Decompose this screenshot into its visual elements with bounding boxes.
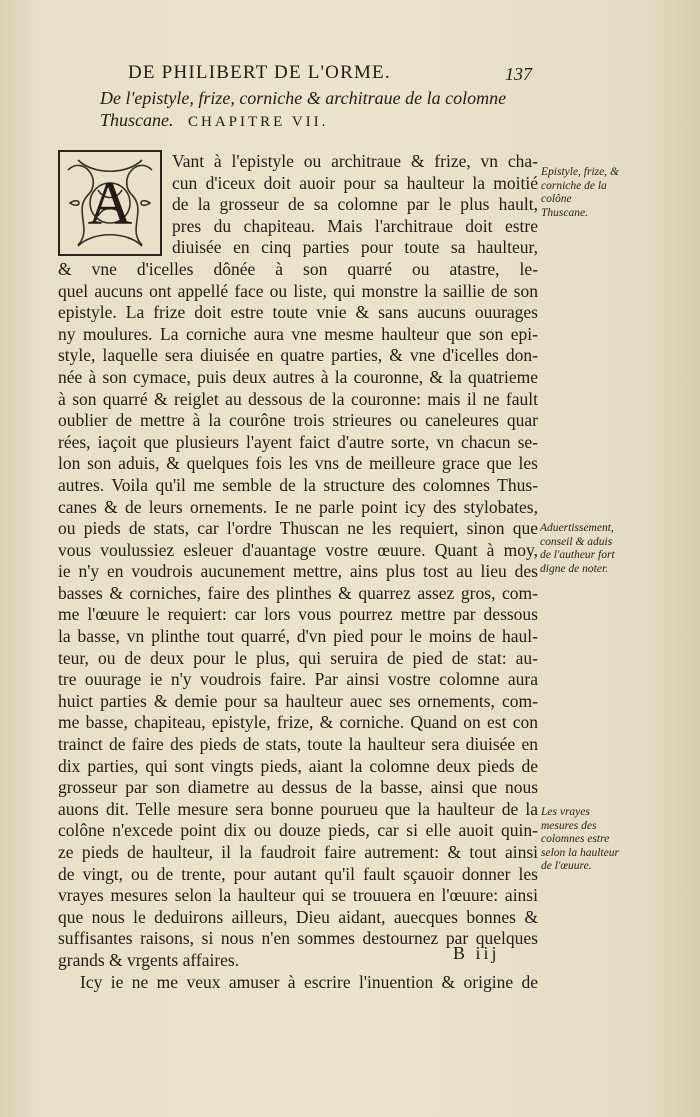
text-line: ze pieds de haulteur, il la faudroit faire autrement: & tout ainsi [58, 842, 538, 862]
text-line: Icy ie ne me veux amuser à escrire l'inuention & origine de [80, 971, 538, 992]
margin-note-1: Epistyle, frize, & corniche de la colône Thuscane. [541, 166, 619, 219]
text-line: diuisée en cinq parties pour toute sa haulteur, [172, 237, 538, 258]
text-line: basses & corniches, faire des plinthes & quarrez assez gros, com- [58, 582, 538, 603]
text-line: suffisantes raisons, si nous n'en sommes destournez par quelques [58, 928, 538, 949]
text-line: grands & vrgents affaires. [58, 949, 240, 970]
text-line: autres. Voila qu'il me semble de la structure des colomnes Thus- [58, 474, 538, 495]
page-number: 137 [505, 64, 532, 84]
text-line: que nous le deduirons ailleurs, Dieu aidant, auecques bonnes & [58, 906, 538, 927]
text-line: lon son aduis, & quelques fois les vns de meilleure grace que les [58, 453, 538, 474]
text-line: ou pieds de stats, car l'ordre Thuscan ne les requiert, sinon que [58, 518, 538, 539]
text-line: vous voulussiez esleuer d'auantage vostre œuure. Quant à moy, [58, 539, 538, 560]
text-line: tre ouurage ie n'y voudrois faire. Par ainsi vostre colomne aura [58, 669, 538, 690]
initial-letter: A [87, 170, 133, 238]
text-line: colône n'excede point dix ou douze pieds, car si elle auoit quin- [58, 820, 538, 841]
text-line: canes & de leurs ornements. Ie ne parle point icy des stylobates, [58, 496, 538, 517]
text-line: Vant à l'epistyle ou architraue & frize, vn cha- [172, 151, 538, 171]
text-line: style, laquelle sera diuisée en quatre parties, & vne d'icelles don- [58, 345, 538, 366]
text-line: née à son cymace, puis deux autres à la couronne, & la quatrieme [58, 366, 538, 387]
chapter-label: CHAPITRE VII. [188, 114, 329, 130]
text-line: rées, iaçoit que plusieurs l'ayent faict d'autre sorte, vn chacun se- [58, 431, 538, 452]
text-line: trainct de faire des pieds de stats, toute la haulteur sera diuisée en [58, 734, 538, 755]
signature-mark: B iij [453, 943, 500, 963]
text-line: de vingt, ou de trente, pour autant qu'il fault sçauoir donner les [58, 863, 538, 884]
text-line: me basse, chapiteau, epistyle, frize, & corniche. Quand on est con [58, 712, 538, 733]
margin-note-2: Aduertissement, conseil & aduis de l'autheur fort digne de noter. [540, 522, 615, 575]
text-line: cun d'iceux doit auoir pour sa haulteur la moitié [172, 172, 538, 193]
text-line: vrayes mesures selon la haulteur qui se trouuera en l'œuure: ainsi [58, 885, 538, 906]
text-line: à son quarré & reiglet au dessous de la couronne: mais il ne fault [58, 388, 538, 409]
text-line: ie n'y en voudrois aucunement mettre, ains plus tost au lieu des [58, 561, 538, 582]
text-line: la basse, vn plinthe tout quarré, d'vn pied pour le moins de haul- [58, 626, 538, 647]
text-line: oublier de mettre à la courône trois strieures ou caneleures quar [58, 410, 538, 431]
text-line: me l'œuure le requiert: car lors vous pourrez mettre par dessous [58, 604, 538, 625]
text-line: quel aucuns ont appellé face ou liste, qui monstre la saillie de son [58, 280, 538, 301]
running-head: DE PHILIBERT DE L'ORME. [128, 62, 391, 83]
chapter-title-subject: Thuscane. [100, 110, 174, 130]
text-line: pres du chapiteau. Mais l'architraue doit estre [172, 215, 538, 236]
margin-note-3: Les vrayes mesures des colomnes estre selon la haulteur de l'œuure. [541, 806, 619, 872]
text-line: dix parties, qui sont vingts pieds, aiant la colomne deux pieds de [58, 755, 538, 776]
chapter-title [100, 87, 540, 133]
text-line: huict parties & demie pour sa haulteur auec ses ornements, com- [58, 690, 538, 711]
body-text [58, 151, 538, 993]
chapter-title-line1: De l'epistyle, frize, corniche & architraue de la colomne [100, 88, 507, 108]
text-line: de la grosseur de sa colomne par le plus hault, [172, 194, 538, 215]
chapter-title-line2 [100, 109, 540, 133]
text-line: auons dit. Telle mesure sera bonne pourueu que la haulteur de la [58, 798, 538, 819]
text-line: epistyle. La frize doit estre toute vnie & sans aucuns ouurages [58, 302, 538, 323]
text-line: teur, ou de deux pour le plus, qui seruira de pied de stat: au- [58, 647, 538, 668]
text-line: & vne d'icelles dônée à son quarré ou atastre, le- [58, 258, 538, 279]
text-line: ny moulures. La corniche aura vne mesme haulteur que son epi- [58, 323, 538, 344]
text-line: grosseur par son diametre au dessus de la basse, ainsi que nous [58, 777, 538, 798]
